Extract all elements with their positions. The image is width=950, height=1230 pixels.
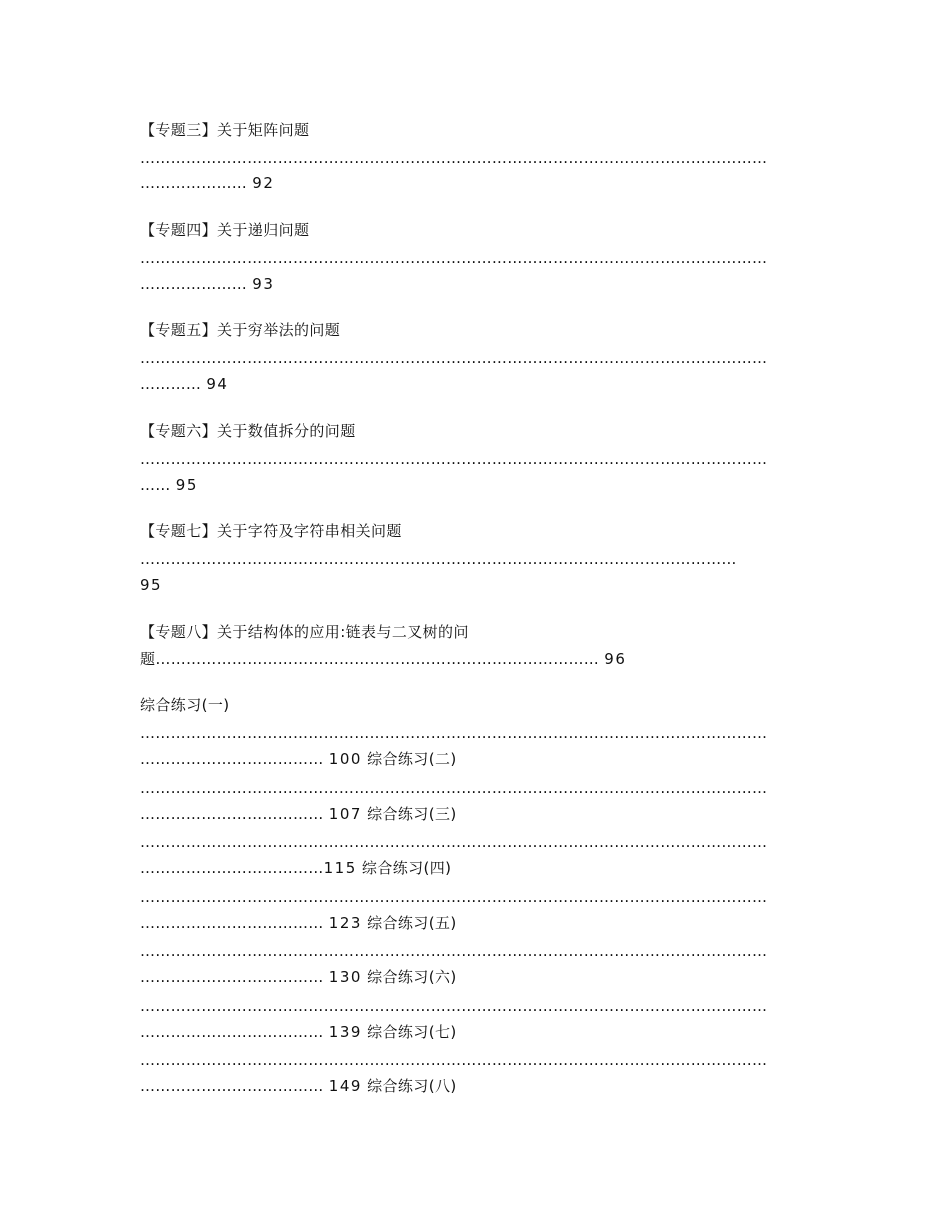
toc-entry-title: 【专题七】关于字符及字符串相关问题 xyxy=(140,522,402,540)
toc-entry-tail xyxy=(140,173,810,193)
toc-page-number: 95 xyxy=(140,576,163,594)
toc-entry-tail xyxy=(140,649,810,669)
toc-entry-tail xyxy=(140,804,810,824)
toc-entry-title: 【专题五】关于穷举法的问题 xyxy=(140,321,341,339)
toc-leader-dots: …………………………………………………………………………………………………………… xyxy=(140,149,768,167)
toc-entry-tail xyxy=(140,274,810,294)
toc-entry-title: 综合练习(七) xyxy=(367,1023,457,1041)
toc-entry-tail xyxy=(140,913,810,933)
toc-leader-dots: …………………………………………………………………………………………………………… xyxy=(140,888,768,906)
toc-leader-dots: …………………………………………………………………………… xyxy=(155,650,600,668)
toc-page-number: 94 xyxy=(206,375,229,393)
toc-page-number: 93 xyxy=(252,275,275,293)
toc-leader-dots: ……………………………… xyxy=(140,914,324,932)
toc-entry-title: 综合练习(六) xyxy=(367,968,457,986)
toc-leader-dots: ………………… xyxy=(140,174,248,192)
toc-leader-dots: ………… xyxy=(140,375,202,393)
toc-leader-dots: …………………………………………………………………………………………………………… xyxy=(140,450,768,468)
toc-page-number: 107 xyxy=(328,805,362,823)
toc-entry-title: 综合练习(五) xyxy=(367,914,457,932)
toc-page-number: 100 xyxy=(328,750,362,768)
toc-leader-dots: …………………………………………………………………………………………………………… xyxy=(140,833,768,851)
toc-entry-title: 综合练习(八) xyxy=(367,1077,457,1095)
toc-entry-tail xyxy=(140,858,810,878)
toc-leader-dots: ……………………………… xyxy=(140,1077,324,1095)
toc-leader-dots: ………………… xyxy=(140,275,248,293)
toc-leader-dots: ……………………………… xyxy=(140,859,324,877)
toc-entry-tail xyxy=(140,967,810,987)
toc-leader-dots: …………………………………………………………………………………………………………… xyxy=(140,997,768,1015)
toc-leader-dots: …………………………………………………………………………………………………………… xyxy=(140,1051,768,1069)
toc-entry-tail xyxy=(140,1022,810,1042)
toc-entry-tail xyxy=(140,1076,810,1096)
toc-page-number: 92 xyxy=(252,174,275,192)
toc-leader-dots: ……………………………… xyxy=(140,805,324,823)
toc-page-number: 123 xyxy=(328,914,362,932)
toc-leader-dots: ……………………………… xyxy=(140,1023,324,1041)
toc-page-number: 95 xyxy=(175,476,198,494)
toc-entry-tail xyxy=(140,475,810,495)
toc-entry-title-continued: 题 xyxy=(140,650,156,668)
toc-entry-title: 【专题三】关于矩阵问题 xyxy=(140,121,310,139)
toc-entry-title: 【专题八】关于结构体的应用:链表与二叉树的问 xyxy=(140,623,469,641)
toc-leader-dots: …………………………………………………………………………………………………………… xyxy=(140,779,768,797)
toc-leader-dots: …………………………………………………………………………………………………………… xyxy=(140,942,768,960)
toc-entry-tail xyxy=(140,749,810,769)
toc-leader-dots: …………………………………………………………………………………………………………… xyxy=(140,349,768,367)
toc-leader-dots: …………………………………………………………………………………………………………… xyxy=(140,249,768,267)
toc-entry-title: 【专题四】关于递归问题 xyxy=(140,221,310,239)
toc-entry-title: 综合练习(一) xyxy=(140,696,230,714)
toc-leader-dots: ……………………………… xyxy=(140,968,324,986)
toc-entry-tail xyxy=(140,374,810,394)
toc-leader-dots: …………………………………………………………………………………………………………… xyxy=(140,724,768,742)
toc-entry-title: 【专题六】关于数值拆分的问题 xyxy=(140,422,356,440)
toc-page-number: 96 xyxy=(604,650,627,668)
toc-page-number: 149 xyxy=(328,1077,362,1095)
toc-leader-dots: ……………………………………………………………………………………………………… xyxy=(140,550,737,568)
toc-page-number: 115 xyxy=(323,859,357,877)
toc-leader-dots: …… xyxy=(140,476,171,494)
toc-page-number: 130 xyxy=(328,968,362,986)
toc-leader-dots: ……………………………… xyxy=(140,750,324,768)
toc-entry-title: 综合练习(四) xyxy=(361,859,452,877)
toc-entry-title: 综合练习(三) xyxy=(367,805,457,823)
toc-entry-title: 综合练习(二) xyxy=(367,750,457,768)
toc-page-number: 139 xyxy=(328,1023,362,1041)
